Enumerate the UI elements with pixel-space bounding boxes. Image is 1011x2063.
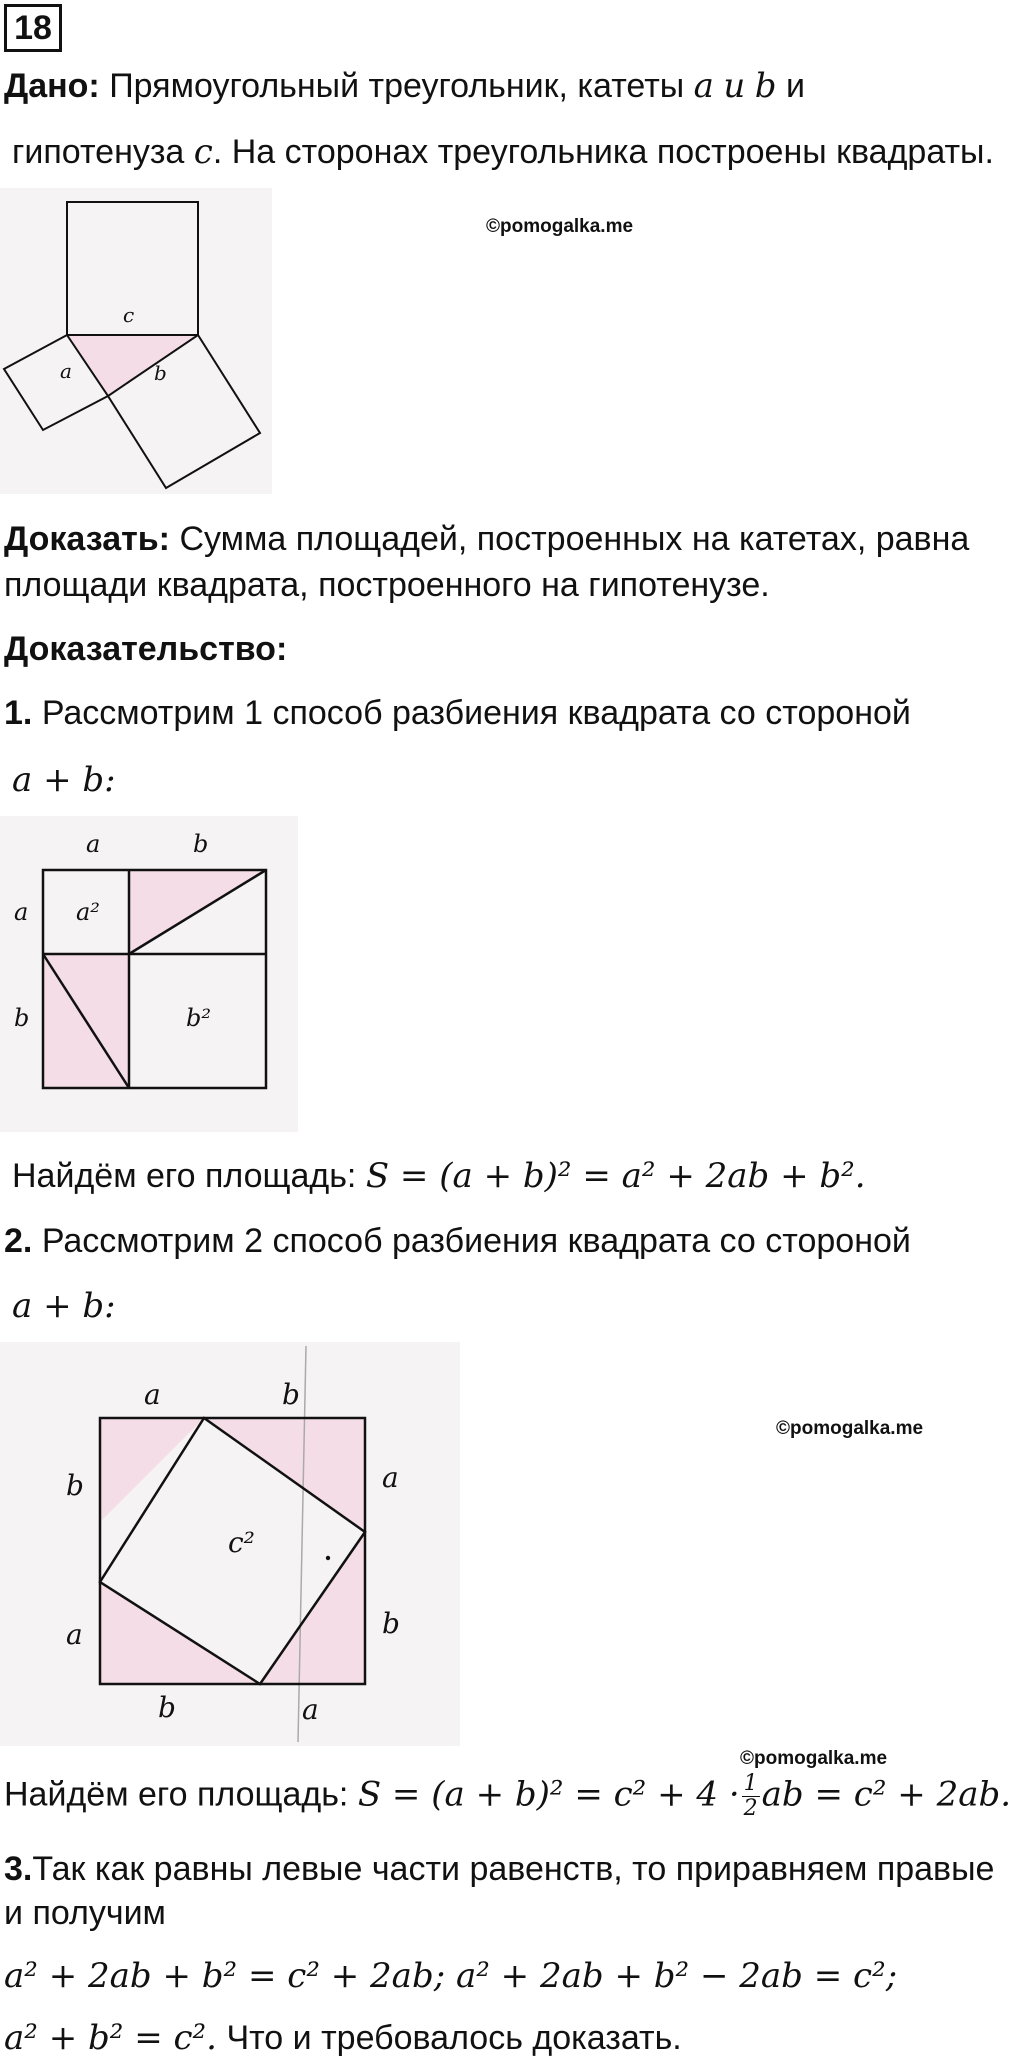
prove-label: Доказать: xyxy=(4,520,170,558)
step1-side: a + b: xyxy=(12,760,116,800)
step2-area-line xyxy=(4,1772,1011,1821)
frac-denominator: 2 xyxy=(743,1796,758,1821)
figure-square-partition-2 xyxy=(0,1342,460,1746)
top-label-b: b xyxy=(282,1378,300,1411)
watermark-1: ©pomogalka.me xyxy=(486,216,634,237)
step3-text: Так как равны левые части равенств, то приравняем правые xyxy=(32,1850,995,1888)
var-a: a xyxy=(693,66,714,106)
conj: и xyxy=(723,66,746,106)
step2-area-text: Найдём его площадь: xyxy=(4,1775,349,1814)
task-number: 18 xyxy=(4,4,62,52)
right-label-b: b xyxy=(382,1607,400,1640)
step1-area-line xyxy=(12,1156,866,1196)
label-c: c xyxy=(123,303,135,327)
step3-final-line xyxy=(4,2018,682,2058)
given-label: Дано: xyxy=(4,67,100,105)
step3-equation-2: a² + b² = c². xyxy=(4,2018,217,2058)
figure-square-partition-1 xyxy=(0,816,298,1132)
bottom-label-a: a xyxy=(302,1693,319,1726)
frac-numerator: 1 xyxy=(743,1771,758,1796)
var-b: b xyxy=(754,66,777,106)
prove-line-2: площади квадрата, построенного на гипотенузе. xyxy=(4,566,770,604)
prove-text: Сумма площадей, построенных на катетах, равна xyxy=(179,520,970,558)
given-line-1 xyxy=(4,66,805,106)
left-label-b: b xyxy=(66,1469,84,1502)
step2-line xyxy=(4,1222,911,1261)
top-label-a: a xyxy=(144,1378,161,1411)
step1-num: 1. xyxy=(4,694,33,732)
watermark-3: ©pomogalka.me xyxy=(740,1748,888,1769)
step2-side: a + b: xyxy=(12,1286,116,1326)
given-text-2: гипотенуза xyxy=(12,133,185,171)
given-line-2 xyxy=(12,132,994,172)
top-label-b: b xyxy=(193,830,209,858)
fraction-one-half xyxy=(742,1772,760,1821)
step1-text: Рассмотрим 1 способ разбиения квадрата со стороной xyxy=(41,694,911,732)
step3-equation-1: a² + 2ab + b² = c² + 2ab; a² + 2ab + b² − 2ab = c²; xyxy=(4,1956,898,1996)
given-text-3: . На сторонах треугольника построены квадраты. xyxy=(212,133,994,171)
prove-line-1 xyxy=(4,520,969,559)
bottom-label-b: b xyxy=(158,1691,176,1724)
right-label-a: a xyxy=(382,1461,399,1494)
left-label-b: b xyxy=(14,1004,30,1032)
top-label-a: a xyxy=(86,830,101,858)
label-b: b xyxy=(154,361,167,385)
right-angle-dot xyxy=(326,1556,330,1560)
given-text: Прямоугольный треугольник, катеты xyxy=(109,67,685,105)
step2-formula-start: S = (a + b)² = c² + 4 · xyxy=(357,1774,740,1815)
label-a: a xyxy=(60,359,72,383)
step3-line-2: и получим xyxy=(4,1894,166,1932)
step3-num: 3. xyxy=(4,1850,33,1888)
center-label-c2: c² xyxy=(228,1526,255,1559)
figure-pythagoras-squares xyxy=(0,188,272,494)
left-label-a: a xyxy=(14,898,29,926)
step3-line-1 xyxy=(4,1850,994,1889)
watermark-2: ©pomogalka.me xyxy=(776,1418,924,1439)
step3-conclusion: Что и требовалось доказать. xyxy=(226,2019,682,2057)
proof-label: Доказательство: xyxy=(4,630,288,668)
step1-line xyxy=(4,694,911,733)
square-b-area: b² xyxy=(186,1004,211,1032)
square-a-area: a² xyxy=(76,898,100,926)
step2-num: 2. xyxy=(4,1222,33,1260)
left-label-a: a xyxy=(66,1618,83,1651)
var-c: c xyxy=(193,132,213,172)
given-and: и xyxy=(785,67,805,105)
step1-area-text: Найдём его площадь: xyxy=(12,1157,357,1195)
step1-area-formula: S = (a + b)² = a² + 2ab + b². xyxy=(365,1156,866,1196)
step2-formula-end: ab = c² + 2ab. xyxy=(761,1774,1011,1815)
step2-text: Рассмотрим 2 способ разбиения квадрата со стороной xyxy=(41,1222,911,1260)
